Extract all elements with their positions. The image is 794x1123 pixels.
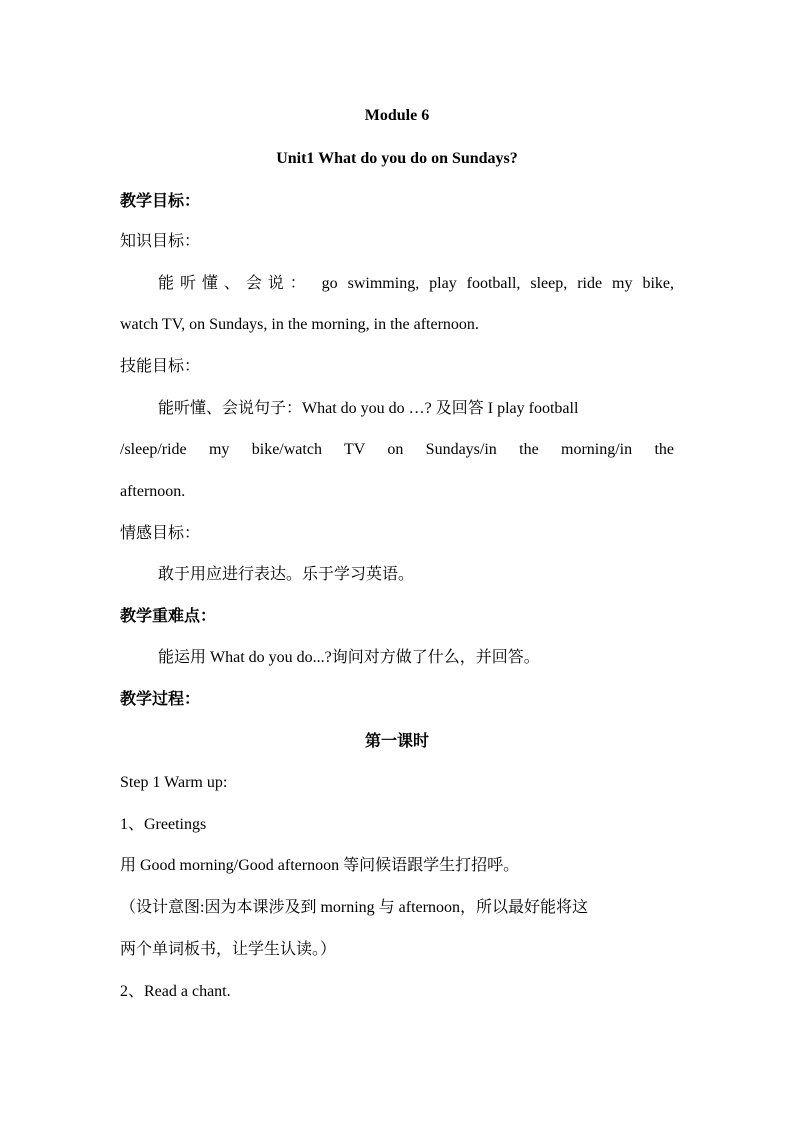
key-points-line: 能运用 What do you do...?询问对方做了什么，并回答。: [158, 649, 540, 666]
knowledge-objectives-line-1: 能听懂、会说： go swimming, play football, sleep, ride my bike,: [158, 275, 674, 292]
design-note-line-1: （设计意图:因为本课涉及到 morning 与 afternoon，所以最好能将这: [120, 899, 588, 916]
teaching-process-heading: 教学过程：: [120, 691, 201, 708]
greetings-detail: 用 Good morning/Good afternoon 等问候语跟学生打招呼。: [120, 857, 520, 874]
greetings-item: 1、Greetings: [120, 816, 207, 833]
teaching-objectives-heading: 教学目标：: [120, 193, 201, 210]
step1-heading: Step 1 Warm up:: [120, 774, 228, 791]
knowledge-objectives-line-2: watch TV, on Sundays, in the morning, in the afternoon.: [120, 316, 479, 333]
emotion-objectives-line: 敢于用应进行表达。乐于学习英语。: [158, 566, 415, 583]
read-chant-item: 2、Read a chant.: [120, 983, 231, 1000]
lesson-heading: 第一课时: [364, 733, 429, 750]
skill-objectives-line-1: 能听懂、会说句子：What do you do …? 及回答 I play football: [158, 400, 579, 417]
emotion-objectives-heading: 情感目标：: [120, 525, 201, 542]
skill-objectives-line-2: /sleep/ride my bike/watch TV on Sundays/in the morning/in the: [120, 441, 674, 458]
skill-objectives-line-3: afternoon.: [120, 483, 186, 500]
module-title: Module 6: [364, 107, 430, 124]
skill-objectives-heading: 技能目标：: [120, 358, 201, 375]
unit-title: Unit1 What do you do on Sundays?: [276, 150, 518, 167]
key-points-heading: 教学重难点：: [120, 608, 217, 625]
knowledge-objectives-heading: 知识目标：: [120, 233, 201, 250]
design-note-line-2: 两个单词板书，让学生认读。）: [120, 941, 337, 958]
